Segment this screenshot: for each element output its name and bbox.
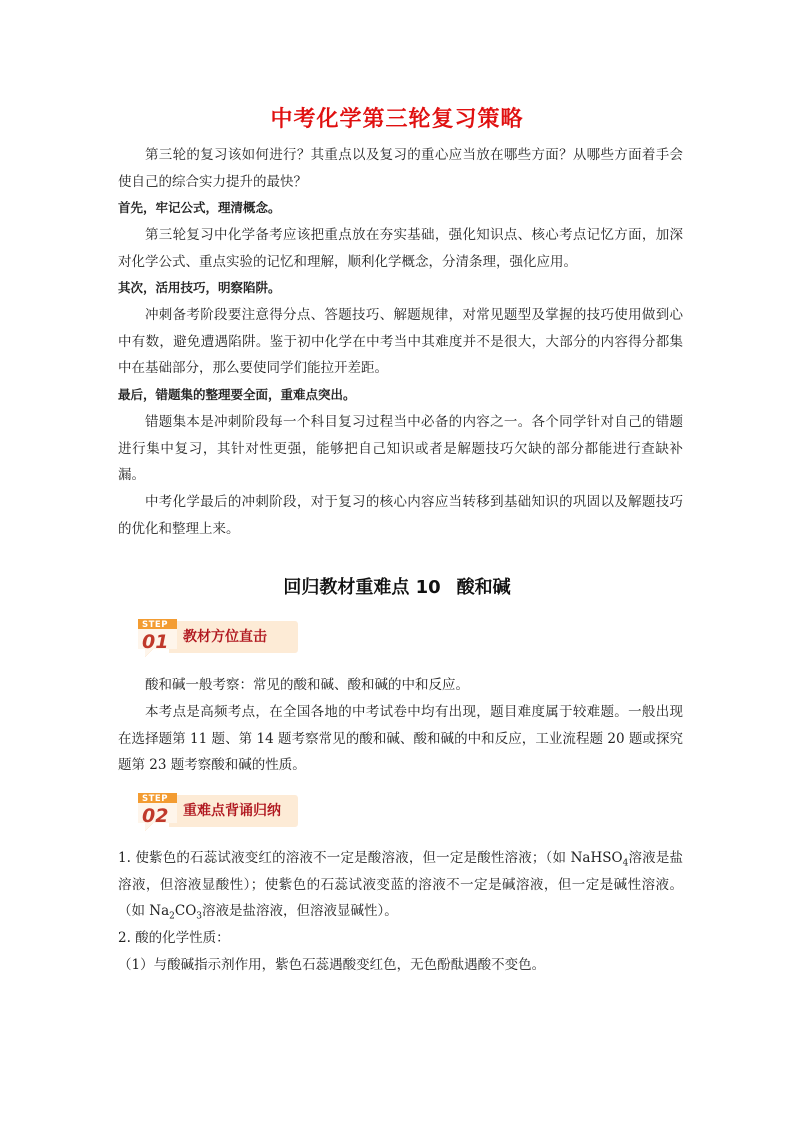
section-title-topic: 酸和碱: [456, 577, 511, 598]
page-title: 中考化学第三轮复习策略: [270, 107, 524, 132]
list-item-2-1: （1）与酸碱指示剂作用，紫色石蕊遇酸变红色，无色酚酞遇酸不变色。: [118, 957, 546, 973]
item1-text-a: 1. 使紫色的石蕊试液变红的溶液不一定是酸溶液，但一定是酸性溶液；（如 NaHSO: [118, 850, 623, 866]
list-item-2: 2. 酸的化学性质：: [118, 930, 230, 946]
step-02-banner: [133, 791, 298, 833]
step-label: 重难点背诵归纳: [183, 803, 281, 819]
item1-subscript: 3: [196, 911, 203, 922]
step1-paragraph-1: 酸和碱一般考察：常见的酸和碱、酸和碱的中和反应。: [145, 677, 469, 693]
item1-subscript: 2: [169, 911, 175, 922]
item1-text-mid: CO: [174, 903, 197, 919]
paragraph-end: 中考化学最后的冲刺阶段，对于复习的核心内容应当转移到基础知识的巩固以及解题技巧的优化和整理上来。: [118, 494, 683, 537]
paragraph-second: 冲刺备考阶段要注意得分点、答题技巧、解题规律，对常见题型及掌握的技巧使用做到心中有数，避免遭遇陷阱。鉴于初中化学在中考当中其难度并不是很大，大部分的内容得分都集中在基础部分，那么要使同学们能拉开差距。: [118, 307, 683, 376]
paragraph-last: 错题集本是冲刺阶段每一个科目复习过程当中必备的内容之一。各个同学针对自己的错题进行集中复习，其针对性更强，能够把自己知识或者是解题技巧欠缺的部分都能进行查缺补漏。: [118, 414, 683, 483]
step1-paragraph-2: 本考点是高频考点，在全国各地的中考试卷中均有出现，题目难度属于较难题。一般出现在选择题第 11 题、第 14 题考察常见的酸和碱、酸和碱的中和反应，工业流程题 20 题或探究题第 23 题考察酸和碱的性质。: [118, 704, 683, 773]
heading-last: 最后，错题集的整理要全面，重难点突出。: [118, 387, 356, 402]
list-item-1: [118, 845, 683, 925]
section-title: [0, 573, 794, 599]
step-word: STEP: [142, 620, 168, 630]
heading-second: 其次，活用技巧，明察陷阱。: [118, 280, 281, 295]
step-label: 教材方位直击: [183, 629, 267, 645]
step-number: 02: [142, 805, 169, 827]
step-word: STEP: [142, 794, 168, 804]
heading-first: 首先，牢记公式，理清概念。: [118, 200, 281, 215]
step-number: 01: [142, 631, 169, 653]
intro-paragraph: 第三轮的复习该如何进行？其重点以及复习的重心应当放在哪些方面？从哪些方面着手会使自己的综合实力提升的最快？: [118, 147, 683, 190]
section-title-prefix: 回归教材重难点 10: [283, 577, 441, 598]
item1-subscript: 4: [622, 858, 629, 869]
step-01-banner: [133, 617, 298, 659]
item1-text-b: 溶液是盐溶液，但溶液显酸性）；使紫色的石蕊试液变蓝的溶液不一定是碱溶液，但一定是碱性溶液。（如 Na: [118, 850, 683, 919]
paragraph-first: 第三轮复习中化学备考应该把重点放在夯实基础，强化知识点、核心考点记忆方面，加深对化学公式、重点实验的记忆和理解，顺利化学概念，分清条理，强化应用。: [118, 227, 683, 270]
item1-text-c: 溶液是盐溶液，但溶液显碱性）。: [202, 903, 398, 919]
